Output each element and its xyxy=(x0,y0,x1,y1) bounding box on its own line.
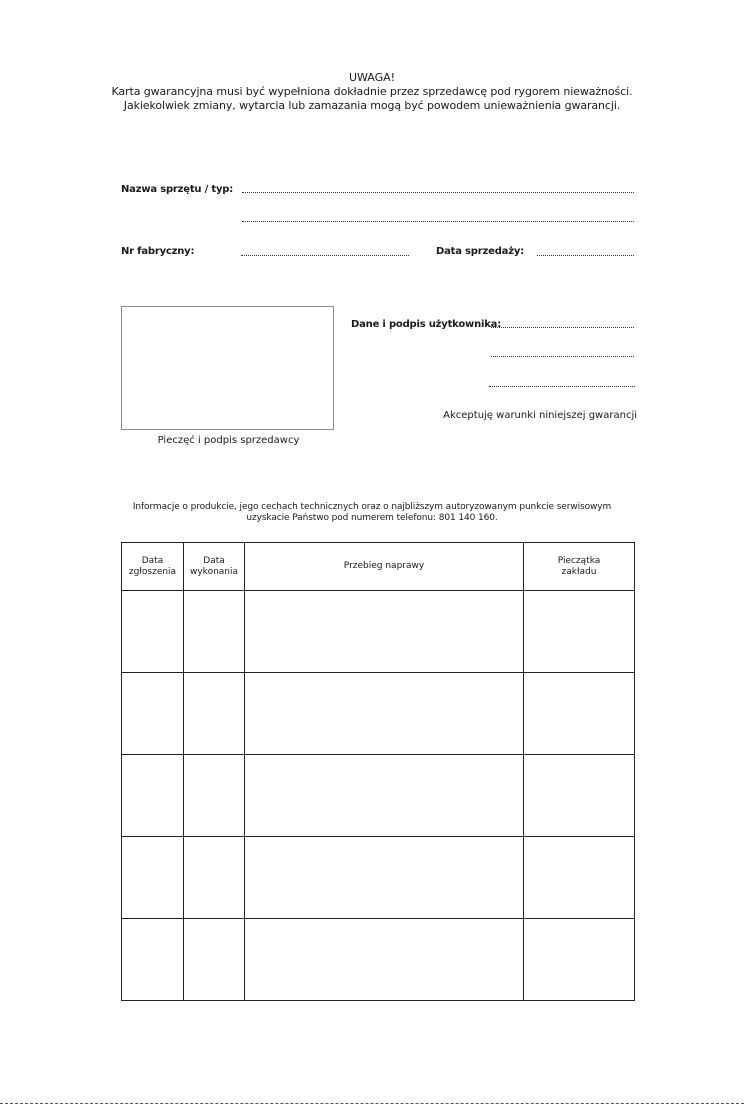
equipment-label: Nazwa sprzętu / typ: xyxy=(121,184,234,195)
repair-table xyxy=(121,542,635,1001)
user-label: Dane i podpis użytkownika: xyxy=(351,319,502,330)
seller-stamp-caption: Pieczęć i podpis sprzedawcy xyxy=(157,435,300,446)
stamp-cell[interactable] xyxy=(524,755,635,837)
report-date-cell[interactable] xyxy=(122,837,184,919)
report-date-cell[interactable] xyxy=(122,673,184,755)
seller-stamp-box[interactable] xyxy=(121,306,334,430)
stamp-cell[interactable] xyxy=(524,591,635,673)
sale-date-label: Data sprzedaży: xyxy=(436,246,524,257)
header-done-date-line-2: wykonania xyxy=(189,566,239,577)
header-done-date xyxy=(184,543,245,591)
header-stamp-line-1: Pieczątka xyxy=(557,555,601,566)
sale-date-field[interactable] xyxy=(537,255,634,256)
serial-field[interactable] xyxy=(241,255,409,256)
header-report-date-line-1: Data xyxy=(141,555,164,566)
stamp-cell[interactable] xyxy=(524,673,635,755)
done-date-cell[interactable] xyxy=(184,755,245,837)
done-date-cell[interactable] xyxy=(184,673,245,755)
table-row xyxy=(122,837,635,919)
user-field-line-1[interactable] xyxy=(491,327,634,328)
table-row xyxy=(122,673,635,755)
progress-cell[interactable] xyxy=(245,755,524,837)
report-date-cell[interactable] xyxy=(122,591,184,673)
report-date-cell[interactable] xyxy=(122,919,184,1001)
table-row xyxy=(122,591,635,673)
repair-table-header xyxy=(122,543,635,591)
header-report-date-line-2: zgłoszenia xyxy=(128,566,177,577)
stamp-cell[interactable] xyxy=(524,919,635,1001)
report-date-cell[interactable] xyxy=(122,755,184,837)
info-line-2: uzyskacie Państwo pod numerem telefonu: 801 140 160. xyxy=(246,513,498,523)
progress-cell[interactable] xyxy=(245,837,524,919)
progress-cell[interactable] xyxy=(245,919,524,1001)
notice-line-2: Jakiekolwiek zmiany, wytarcia lub zamazania mogą być powodem unieważnienia gwarancji. xyxy=(123,99,621,112)
cut-line-divider xyxy=(0,1103,744,1104)
progress-cell[interactable] xyxy=(245,591,524,673)
header-stamp-line-2: zakładu xyxy=(561,566,597,577)
done-date-cell[interactable] xyxy=(184,837,245,919)
stamp-cell[interactable] xyxy=(524,837,635,919)
done-date-cell[interactable] xyxy=(184,591,245,673)
progress-cell[interactable] xyxy=(245,673,524,755)
done-date-cell[interactable] xyxy=(184,919,245,1001)
equipment-field-line-1[interactable] xyxy=(242,192,634,193)
serial-label: Nr fabryczny: xyxy=(121,246,195,257)
header-stamp xyxy=(524,543,635,591)
notice-title: UWAGA! xyxy=(348,71,396,84)
table-row xyxy=(122,919,635,1001)
header-progress: Przebieg naprawy xyxy=(245,543,524,591)
notice-line-1: Karta gwarancyjna musi być wypełniona dokładnie przez sprzedawcę pod rygorem nieważności. xyxy=(111,85,633,98)
table-row xyxy=(122,755,635,837)
info-line-1: Informacje o produkcie, jego cechach technicznych oraz o najbliższym autoryzowanym punkcie serwisowym xyxy=(132,502,612,512)
equipment-field-line-2[interactable] xyxy=(242,221,634,222)
header-done-date-line-1: Data xyxy=(203,555,225,566)
user-field-line-3[interactable] xyxy=(489,386,635,387)
accept-terms-text: Akceptuję warunki niniejszej gwarancji xyxy=(443,410,637,421)
user-field-line-2[interactable] xyxy=(491,356,634,357)
header-report-date xyxy=(122,543,184,591)
